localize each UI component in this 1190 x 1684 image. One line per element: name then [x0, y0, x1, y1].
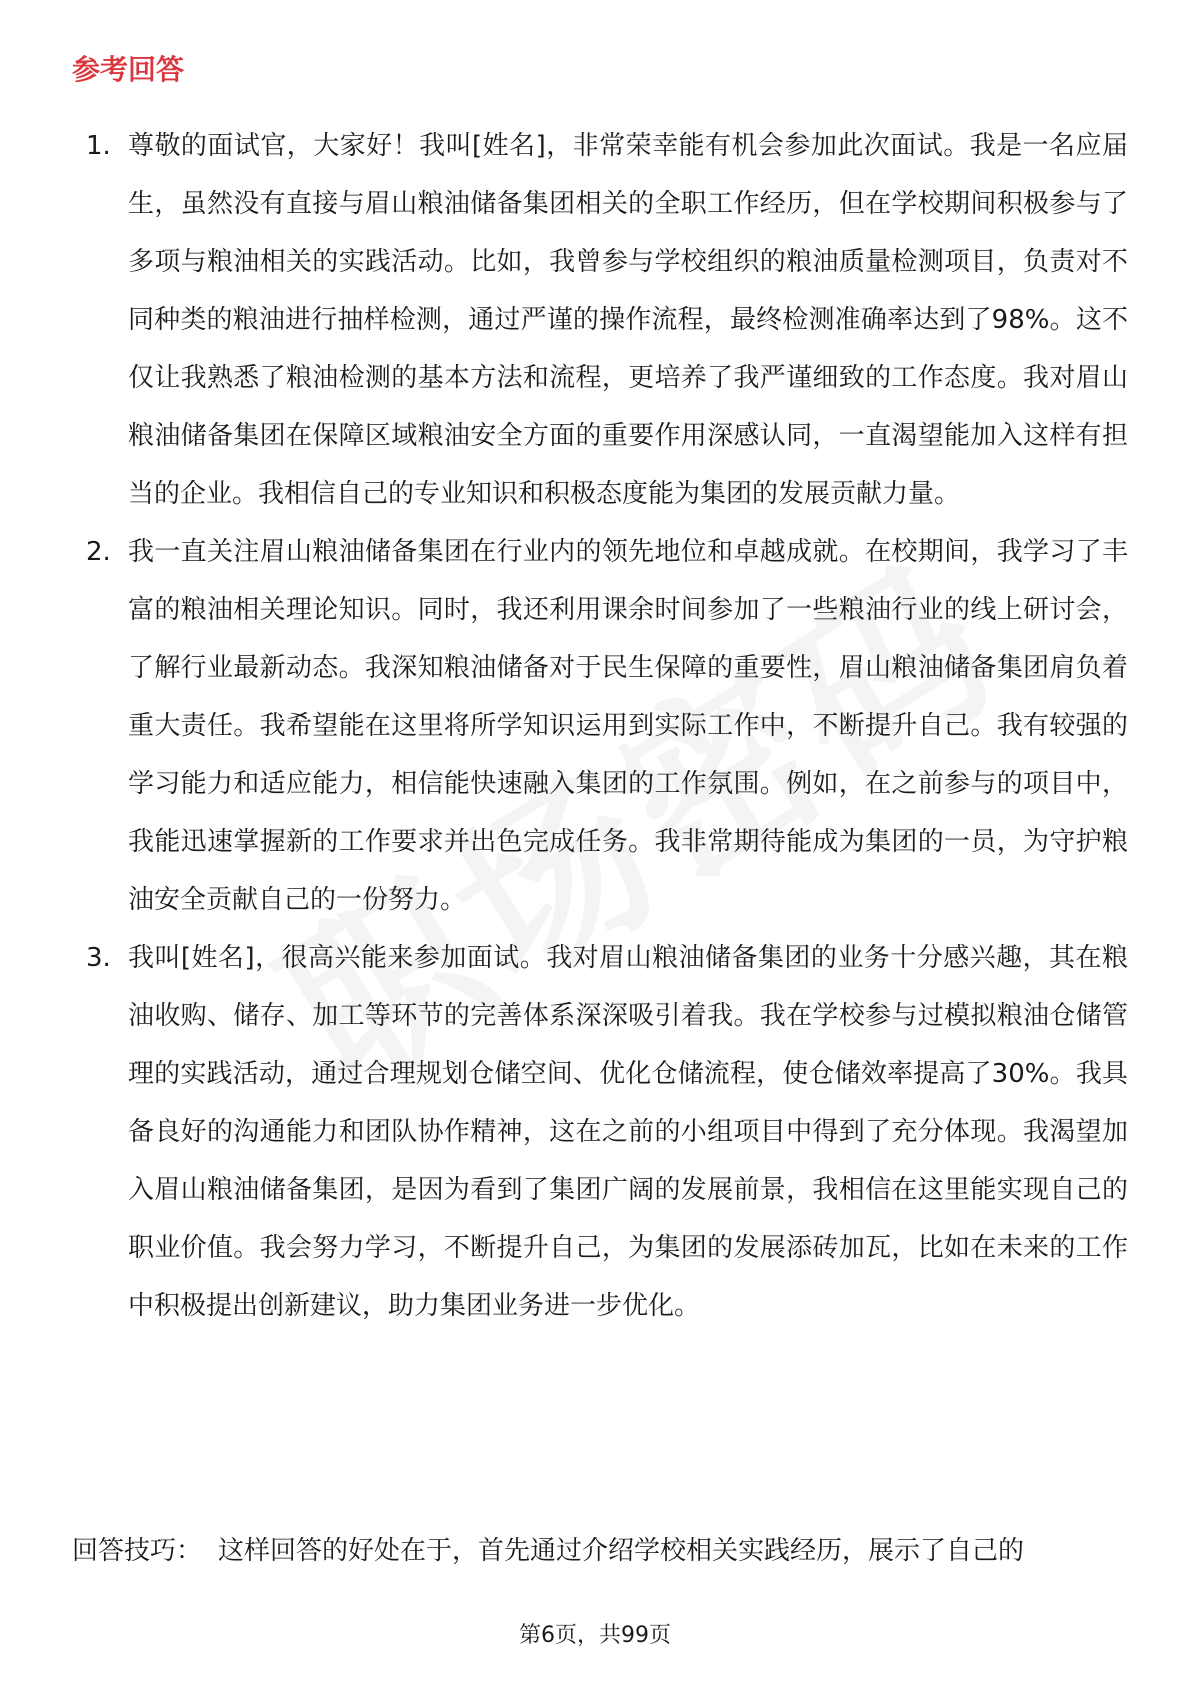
section-title: 参考回答 [72, 53, 185, 86]
answer-number: 3. [86, 943, 111, 973]
answer-text: 我一直关注眉山粮油储备集团在行业内的领先地位和卓越成就。在校期间，我学习了丰富的粮油相关理论知识。同时，我还利用课余时间参加了一些粮油行业的线上研讨会，了解行业最新动态。我深知粮油储备对于民生保障的重要性，眉山粮油储备集团肩负着重大责任。我希望能在这里将所学知识运用到实际工作中，不断提升自己。我有较强的学习能力和适应能力，相信能快速融入集团的工作氛围。例如，在之前参与的项目中，我能迅速掌握新的工作要求并出色完成任务。我非常期待能成为集团的一员，为守护粮油安全贡献自己的一份努力。 [128, 537, 1128, 915]
answer-list [72, 117, 1128, 1335]
tips-text: 这样回答的好处在于，首先通过介绍学校相关实践经历，展示了自己的 [218, 1536, 1025, 1566]
answer-number: 1. [86, 131, 111, 161]
answer-text: 我叫[姓名]，很高兴能来参加面试。我对眉山粮油储备集团的业务十分感兴趣，其在粮油收购、储存、加工等环节的完善体系深深吸引着我。我在学校参与过模拟粮油仓储管理的实践活动，通过合理规划仓储空间、优化仓储流程，使仓储效率提高了30%。我具备良好的沟通能力和团队协作精神，这在之前的小组项目中得到了充分体现。我渴望加入眉山粮油储备集团，是因为看到了集团广阔的发展前景，我相信在这里能实现自己的职业价值。我会努力学习，不断提升自己，为集团的发展添砖加瓦，比如在未来的工作中积极提出创新建议，助力集团业务进一步优化。 [128, 943, 1128, 1321]
answer-tips [72, 1531, 1132, 1571]
answer-number: 2. [86, 537, 111, 567]
answer-text: 尊敬的面试官，大家好！我叫[姓名]，非常荣幸能有机会参加此次面试。我是一名应届生，虽然没有直接与眉山粮油储备集团相关的全职工作经历，但在学校期间积极参与了多项与粮油相关的实践活动。比如，我曾参与学校组织的粮油质量检测项目，负责对不同种类的粮油进行抽样检测，通过严谨的操作流程，最终检测准确率达到了98%。这不仅让我熟悉了粮油检测的基本方法和流程，更培养了我严谨细致的工作态度。我对眉山粮油储备集团在保障区域粮油安全方面的重要作用深感认同，一直渴望能加入这样有担当的企业。我相信自己的专业知识和积极态度能为集团的发展贡献力量。 [128, 131, 1128, 509]
tips-label: 回答技巧： [72, 1536, 203, 1566]
answer-item-3 [72, 929, 1128, 1335]
answer-item-2 [72, 523, 1128, 929]
page-footer: 第6页，共99页 [519, 1623, 671, 1648]
answer-item-1 [72, 117, 1128, 523]
